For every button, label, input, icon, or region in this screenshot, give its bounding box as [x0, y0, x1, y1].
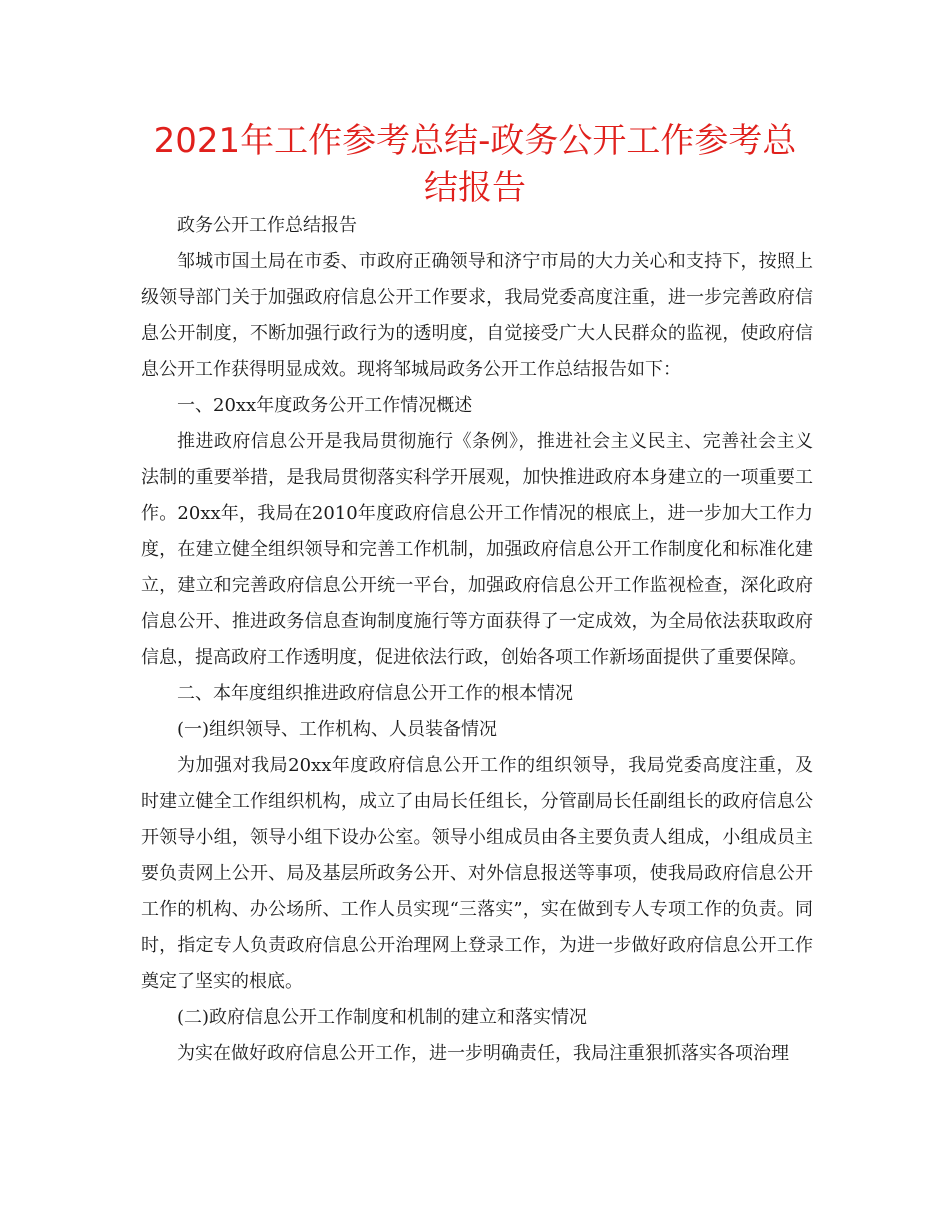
- paragraph-overview: 推进政府信息公开是我局贯彻施行《条例》，推进社会主义民主、完善社会主义法制的重要举措，是我局贯彻落实科学开展观，加快推进政府本身建立的一项重要工作。20xx年，我局在2010年度政府信息公开工作情况的根底上，进一步加大工作力度，在建立健全组织领导和完善工作机制，加强政府信息公开工作制度化和标准化建立，建立和完善政府信息公开统一平台，加强政府信息公开工作监视检查，深化政府信息公开、推进政务信息查询制度施行等方面获得了一定成效，为全局依法获取政府信息，提高政府工作透明度，促进依法行政，创始各项工作新场面提供了重要保障。: [141, 431, 813, 668]
- subsection-heading-2: (二)政府信息公开工作制度和机制的建立和落实情况: [177, 1007, 588, 1028]
- subsection-heading-1: (一)组织领导、工作机构、人员装备情况: [177, 719, 498, 740]
- paragraph-intro: 邹城市国土局在市委、市政府正确领导和济宁市局的大力关心和支持下，按照上级领导部门关于加强政府信息公开工作要求，我局党委高度注重，进一步完善政府信息公开制度，不断加强行政行为的透明度，自觉接受广大人民群众的监视，使政府信息公开工作获得明显成效。现将邹城局政务公开工作总结报告如下：: [141, 251, 813, 380]
- document-body: [141, 208, 813, 1072]
- paragraph-subtitle: 政务公开工作总结报告: [177, 215, 357, 236]
- section-heading-1: 一、20xx年度政务公开工作情况概述: [177, 395, 473, 416]
- paragraph-organization: 为加强对我局20xx年度政府信息公开工作的组织领导，我局党委高度注重，及时建立健全工作组织机构，成立了由局长任组长，分管副局长任副组长的政府信息公开领导小组，领导小组下设办公室。领导小组成员由各主要负责人组成，小组成员主要负责网上公开、局及基层所政务公开、对外信息报送等事项，使我局政府信息公开工作的机构、办公场所、工作人员实现“三落实”，实在做到专人专项工作的负责。同时，指定专人负责政府信息公开治理网上登录工作，为进一步做好政府信息公开工作奠定了坚实的根底。: [141, 755, 813, 992]
- document-title: 2021年工作参考总结-政务公开工作参考总结报告: [153, 121, 797, 208]
- section-heading-2: 二、本年度组织推进政府信息公开工作的根本情况: [177, 683, 573, 704]
- paragraph-system: 为实在做好政府信息公开工作，进一步明确责任，我局注重狠抓落实各项治理: [177, 1043, 789, 1064]
